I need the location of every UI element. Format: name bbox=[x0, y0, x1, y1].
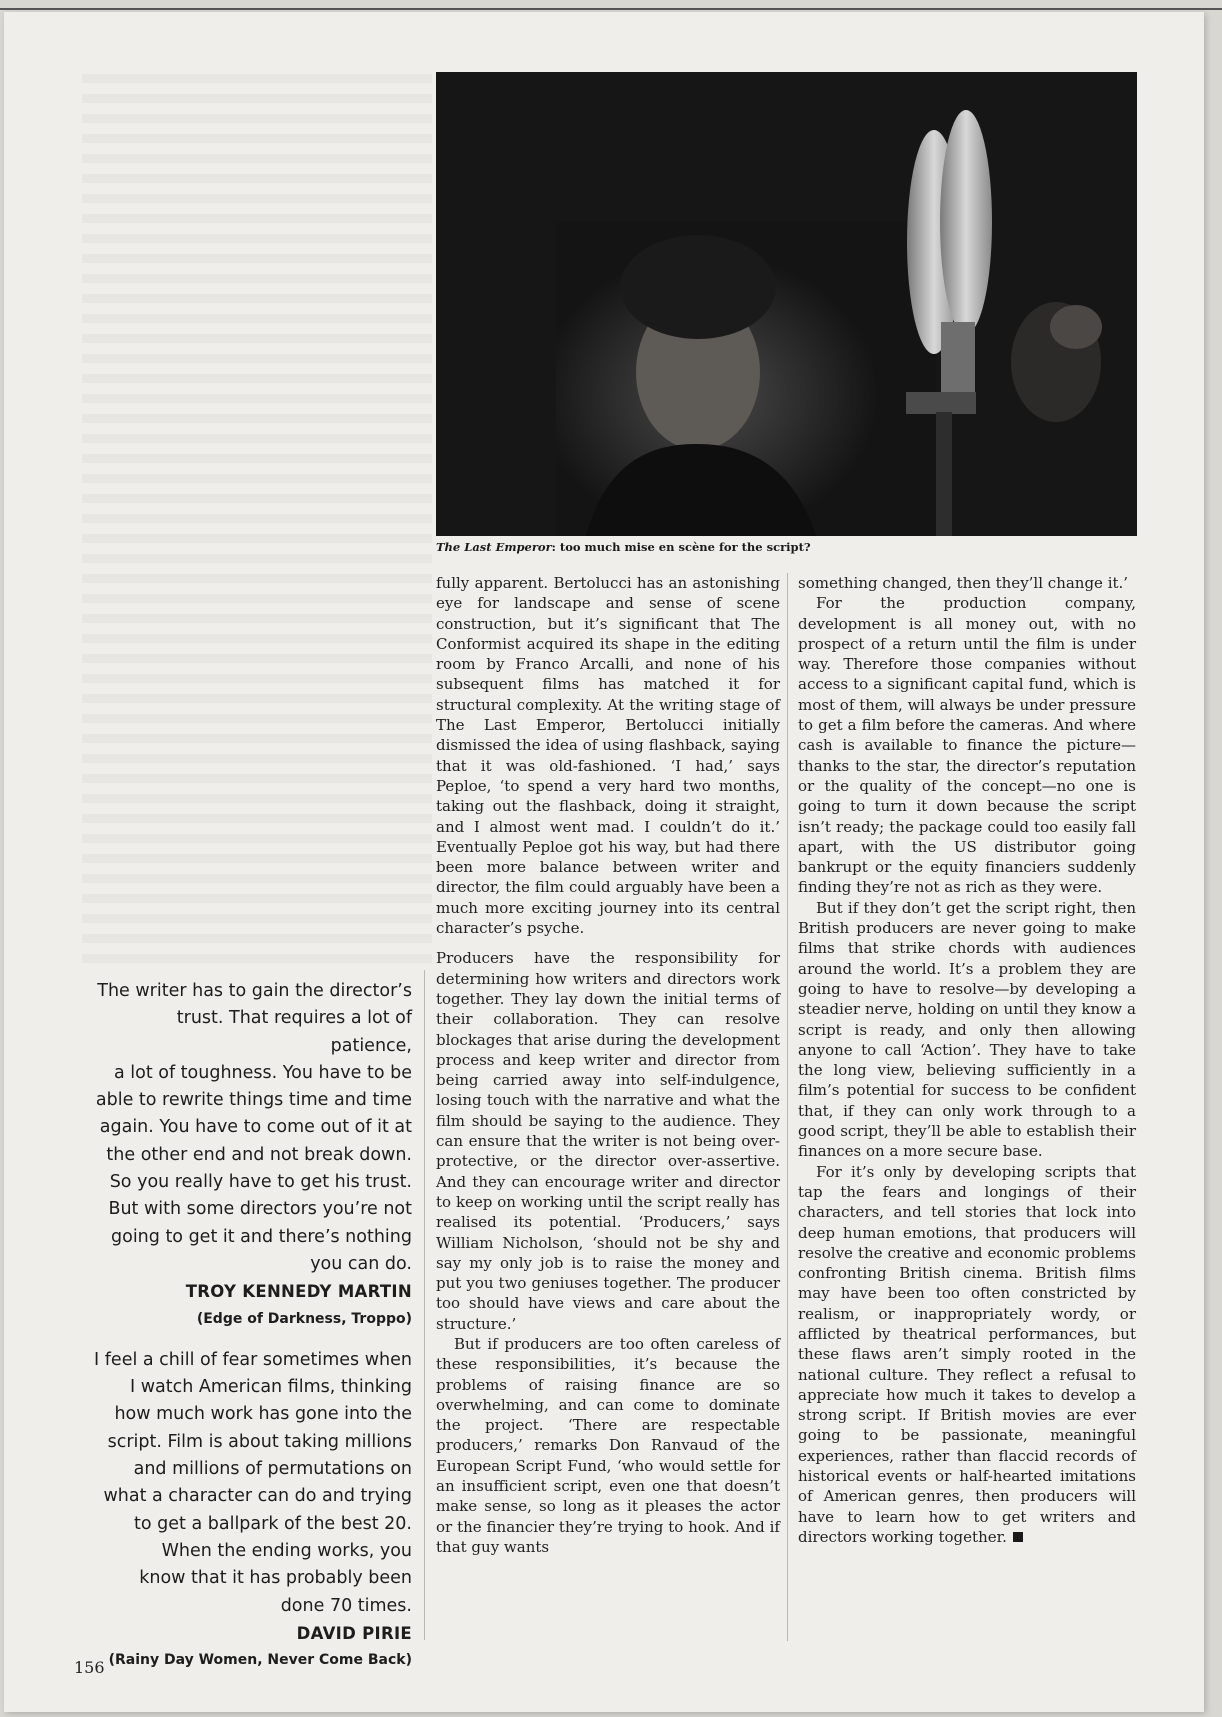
body-paragraph: But if they don’t get the script right, then British producers are never going to make films that strike chords with audiences around the world. It’s a problem they are going to have to resolve—by developing a steadier nerve, holding on until they know a script is ready, and only then allowing anyone to call ‘Action’. They have to take the long view, believing sufficiently in a film’s potential for success to be confident that, if they can only work through to a good script, they’ll be able to establish their finances on a more secure base. bbox=[798, 898, 1136, 1161]
article-column-1 bbox=[436, 573, 780, 1557]
quote-author-credits: (Edge of Darkness, Troppo) bbox=[196, 1310, 412, 1327]
film-still-photo bbox=[436, 72, 1137, 536]
quote-line: When the ending works, you bbox=[161, 1540, 412, 1561]
quote-line: script. Film is about taking millions bbox=[107, 1431, 412, 1452]
caption-film-title: The Last Emperor bbox=[436, 540, 552, 554]
pull-quote bbox=[92, 1347, 412, 1675]
pull-quotes bbox=[92, 978, 412, 1674]
final-paragraph-text: For it’s only by developing scripts that tap the fears and longings of their characters, and tell stories that lock into deep human emotions, that producers will resolve the creative and economic problems confronting British cinema. British films may have been too often constricted by realism, or inappropriately wordy, or afflicted by theatrical performances, but these flaws aren’t simply rooted in the national culture. They reflect a refusal to appreciate how much it takes to develop a strong script. If British movies are ever going to be passionate, meaningful experiences, rather than flaccid records of historical events or half-hearted imitations of American genres, then producers will have to learn how to get writers and directors working together. bbox=[798, 1162, 1136, 1546]
quote-line: I watch American films, thinking bbox=[129, 1377, 412, 1398]
quote-line: I feel a chill of fear sometimes when bbox=[94, 1349, 412, 1370]
quote-line: a lot of toughness. You have to be bbox=[113, 1062, 412, 1083]
end-of-article-mark bbox=[1013, 1532, 1023, 1542]
quote-line: going to get it and there’s nothing bbox=[111, 1226, 412, 1247]
column-divider-right bbox=[787, 573, 788, 1641]
body-paragraph: But if producers are too often careless of these responsibilities, it’s because the problems of raising finance are so overwhelming, and can come to dominate the project. ‘There are respectable producers,’ remarks Don Ranvaud of the European Script Fund, ‘who would settle for an insufficient script, even one that doesn’t make sense, so long as it pleases the actor or the financier they’re trying to hook. And if that guy wants bbox=[436, 1334, 780, 1556]
body-paragraph: fully apparent. Bertolucci has an astonishing eye for landscape and sense of scene construction, but it’s significant that The Conformist acquired its shape in the editing room by Franco Arcalli, and none of his subsequent films has matched it for structural complexity. At the writing stage of The Last Emperor, Bertolucci initially dismissed the idea of using flashback, saying that it was old-fashioned. ‘I had,’ says Peploe, ‘to spend a very hard two months, taking out the flashback, doing it straight, and I almost went mad. I couldn’t do it.’ Eventually Peploe got his way, but had there been more balance between writer and director, the film could arguably have been a much more exciting journey into its central character’s psyche. bbox=[436, 574, 780, 938]
quote-author: DAVID PIRIE bbox=[296, 1623, 412, 1643]
article-column-2 bbox=[798, 573, 1136, 1547]
page-number: 156 bbox=[74, 1658, 105, 1677]
quote-line: the other end and not break down. bbox=[106, 1144, 412, 1165]
body-paragraph-final bbox=[798, 1162, 1136, 1548]
pull-quote bbox=[92, 978, 412, 1333]
quote-line: trust. That requires a lot of patience, bbox=[176, 1008, 412, 1056]
quote-line: But with some directors you’re not bbox=[108, 1199, 412, 1220]
caption-text: : too much mise en scène for the script? bbox=[551, 540, 811, 554]
page-edge bbox=[0, 8, 1222, 10]
quote-author-credits: (Rainy Day Women, Never Come Back) bbox=[108, 1652, 412, 1669]
body-paragraph: For the production company, development is all money out, with no prospect of a return until the film is under way. Therefore those companies without access to a significant capital fund, which is most of them, will always be under pressure to get a film before the cameras. And where cash is available to finance the picture—thanks to the star, the director’s reputation or the quality of the concept—no one is going to turn it down because the script isn’t ready; the package could too easily fall apart, with the US distributor going bankrupt or the equity financiers suddenly finding they’re not as rich as they were. bbox=[798, 594, 1136, 897]
quote-line: and millions of permutations on bbox=[133, 1459, 412, 1480]
quote-line: to get a ballpark of the best 20. bbox=[134, 1513, 412, 1534]
quote-line: So you really have to get his trust. bbox=[109, 1172, 412, 1193]
quote-line: you can do. bbox=[310, 1253, 412, 1274]
body-paragraph: something changed, then they’ll change it.’ bbox=[798, 574, 1129, 592]
quote-line: know that it has probably been bbox=[139, 1568, 412, 1589]
photo-caption bbox=[436, 540, 1137, 554]
quote-line: done 70 times. bbox=[280, 1595, 412, 1616]
quote-line: again. You have to come out of it at bbox=[99, 1117, 412, 1138]
quote-author: TROY KENNEDY MARTIN bbox=[185, 1282, 412, 1302]
column-divider-left bbox=[424, 970, 425, 1640]
film-still-image bbox=[436, 72, 1137, 536]
show-through-text bbox=[82, 74, 432, 974]
quote-line: able to rewrite things time and time bbox=[95, 1090, 412, 1111]
quote-line: The writer has to gain the director’s bbox=[97, 981, 412, 1001]
quote-line: what a character can do and trying bbox=[103, 1486, 412, 1507]
quote-line: how much work has gone into the bbox=[114, 1404, 412, 1425]
body-paragraph: Producers have the responsibility for determining how writers and directors work together. They lay down the initial terms of their collaboration. They can resolve blockages that arise during the development process and keep writer and director from being carried away into self-indulgence, losing touch with the narrative and what the film should be saying to the audience. They can ensure that the writer is not being over-protective, or the director over-assertive. And they can encourage writer and director to keep on working until the script really has realised its potential. ‘Producers,’ says William Nicholson, ‘should not be shy and say my only job is to raise the money and put you two geniuses together. The producer too should have views and care about the structure.’ bbox=[436, 949, 780, 1333]
